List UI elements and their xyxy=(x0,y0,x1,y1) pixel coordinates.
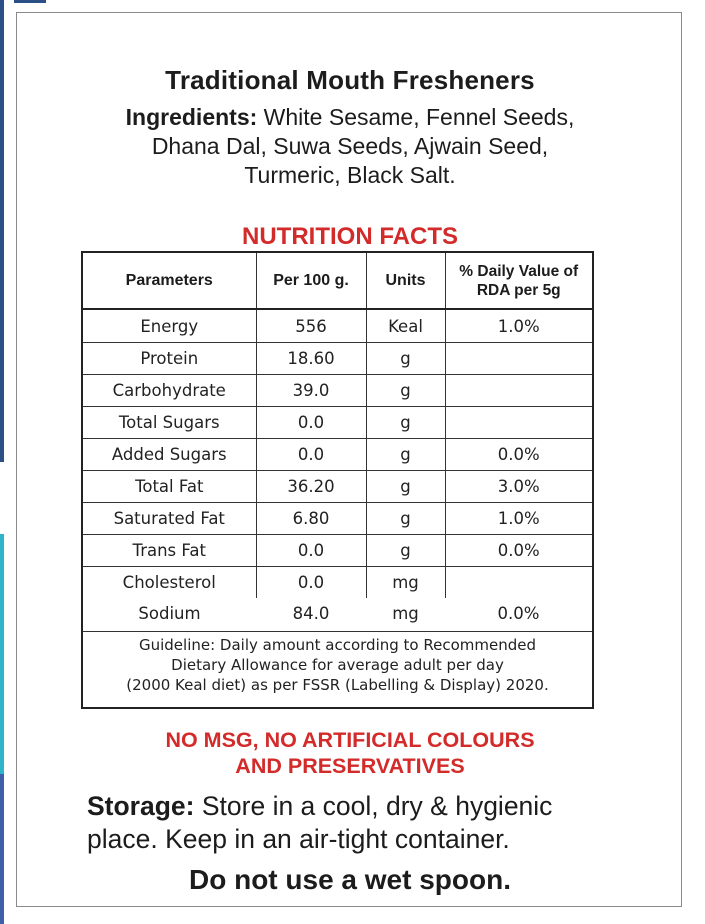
row-unit: g xyxy=(366,407,445,439)
row-rda xyxy=(445,567,592,599)
row-unit: g xyxy=(366,503,445,535)
row-value: 36.20 xyxy=(256,471,366,503)
edge-nub xyxy=(14,0,46,3)
table-row xyxy=(83,535,592,567)
row-rda xyxy=(445,343,592,375)
edge-strip-top xyxy=(0,0,4,462)
row-rda: 0.0% xyxy=(445,439,592,471)
ingredients-line-1: White Sesame, Fennel Seeds, xyxy=(257,104,575,130)
storage-line-1: Store in a cool, dry & hygienic xyxy=(194,791,553,821)
row-value: 84.0 xyxy=(292,603,330,623)
ingredients-block xyxy=(77,103,623,190)
table-row xyxy=(83,375,592,407)
row-parameter: Total Fat xyxy=(83,471,256,503)
storage-label: Storage: xyxy=(87,791,195,821)
header-rda-line-1: % Daily Value of xyxy=(459,262,579,280)
edge-strip-middle xyxy=(0,534,4,774)
row-value: 0.0 xyxy=(256,407,366,439)
row-rda: 1.0% xyxy=(497,316,540,336)
row-parameter: Trans Fat xyxy=(83,535,256,567)
storage-line-2: place. Keep in an air-tight container. xyxy=(87,824,510,854)
row-rda xyxy=(445,407,592,439)
table-row xyxy=(83,471,592,503)
row-rda xyxy=(445,375,592,407)
header-rda xyxy=(445,253,592,309)
table-row xyxy=(83,567,592,599)
table-row xyxy=(83,503,592,535)
table-row xyxy=(83,598,592,628)
edge-strip-bottom xyxy=(0,774,4,924)
row-unit: g xyxy=(366,375,445,407)
row-unit: Keal xyxy=(366,309,445,343)
no-msg-line-2: AND PRESERVATIVES xyxy=(235,754,465,778)
no-msg-notice xyxy=(17,727,683,779)
row-parameter: Protein xyxy=(83,343,256,375)
row-rda: 0.0% xyxy=(445,535,592,567)
row-unit: mg xyxy=(392,603,419,623)
header-parameters: Parameters xyxy=(83,253,256,309)
nutrition-facts-title: NUTRITION FACTS xyxy=(242,223,458,250)
row-value: 6.80 xyxy=(256,503,366,535)
header-per-100g: Per 100 g. xyxy=(256,253,366,309)
product-title: Traditional Mouth Fresheners xyxy=(165,65,535,95)
row-parameter: Cholesterol xyxy=(83,567,256,599)
table-header-row xyxy=(83,253,592,309)
row-rda: 0.0% xyxy=(497,603,540,623)
storage-instructions xyxy=(87,790,647,856)
row-value: 39.0 xyxy=(256,375,366,407)
row-unit: g xyxy=(366,439,445,471)
guideline-line-1: Guideline: Daily amount according to Recommended xyxy=(138,636,537,654)
product-label xyxy=(16,12,682,907)
table-row xyxy=(83,439,592,471)
table-row xyxy=(83,309,592,343)
ingredients-line-2: Dhana Dal, Suwa Seeds, Ajwain Seed, xyxy=(151,133,549,159)
row-unit: g xyxy=(366,535,445,567)
row-value: 0.0 xyxy=(256,567,366,599)
row-parameter: Saturated Fat xyxy=(83,503,256,535)
guideline-line-3: (2000 Keal diet) as per FSSR (Labelling & Display) 2020. xyxy=(126,676,549,694)
table-row xyxy=(83,407,592,439)
guideline-note xyxy=(83,631,592,707)
no-msg-line-1: NO MSG, NO ARTIFICIAL COLOURS xyxy=(165,728,535,752)
row-unit: g xyxy=(366,471,445,503)
ingredients-line-3: Turmeric, Black Salt. xyxy=(244,162,456,188)
row-parameter: Total Sugars xyxy=(83,407,256,439)
row-parameter: Carbohydrate xyxy=(83,375,256,407)
nutrition-table xyxy=(81,251,594,709)
header-units: Units xyxy=(366,253,445,309)
row-value: 556 xyxy=(256,309,366,343)
row-parameter: Energy xyxy=(83,309,256,343)
row-unit: mg xyxy=(366,567,445,599)
row-parameter: Added Sugars xyxy=(83,439,256,471)
row-rda: 1.0% xyxy=(445,503,592,535)
header-rda-line-2: RDA per 5g xyxy=(476,281,561,299)
table-row xyxy=(83,343,592,375)
ingredients-label: Ingredients: xyxy=(125,104,258,130)
row-value: 0.0 xyxy=(256,535,366,567)
wet-spoon-warning: Do not use a wet spoon. xyxy=(188,864,511,895)
row-value: 18.60 xyxy=(256,343,366,375)
row-unit: g xyxy=(366,343,445,375)
row-rda: 3.0% xyxy=(445,471,592,503)
row-parameter: Sodium xyxy=(138,603,201,623)
row-value: 0.0 xyxy=(256,439,366,471)
guideline-line-2: Dietary Allowance for average adult per day xyxy=(171,656,504,674)
